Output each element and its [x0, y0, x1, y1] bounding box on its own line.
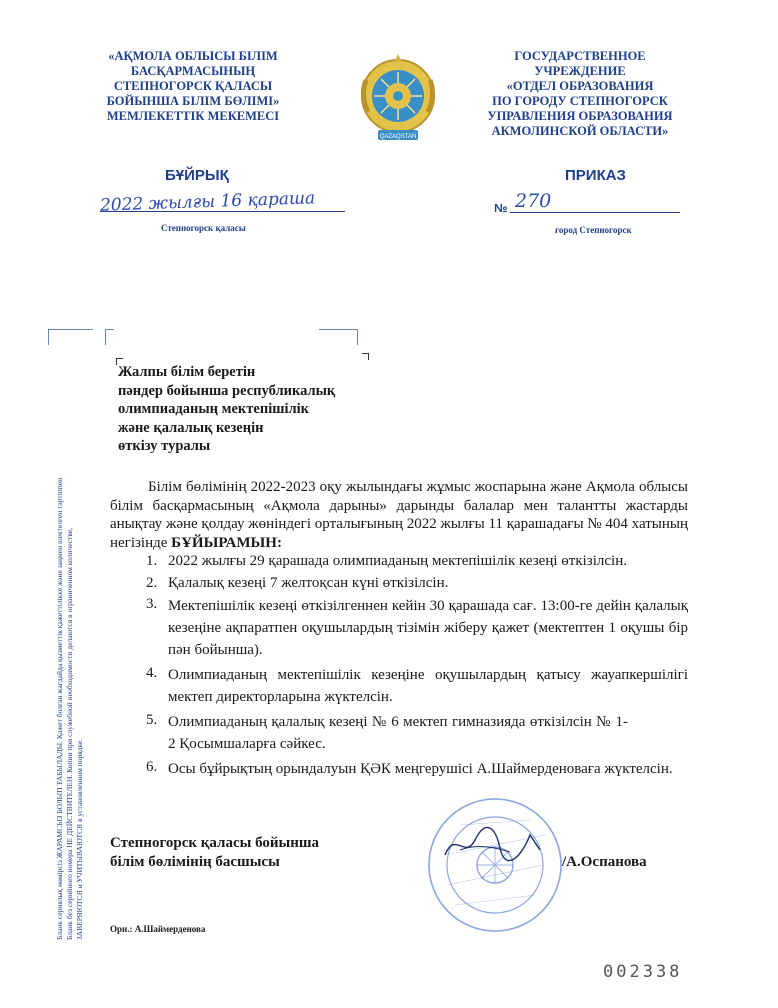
right-org-line: ГОСУДАРСТВЕННОЕ [514, 49, 646, 63]
item-number: 5. [146, 712, 158, 728]
right-org-line: ПО ГОРОДУ СТЕПНОГОРСК [492, 94, 668, 108]
right-org-line: УПРАВЛЕНИЯ ОБРАЗОВАНИЯ [487, 109, 673, 123]
doc-type-russian: ПРИКАЗ [565, 167, 626, 184]
item-text: Олимпиаданың мектепішілік кезеңіне оқушылардың қатысу жауапкершілігі мектеп директорларына жүктелсін. [168, 667, 688, 705]
vertical-line: Бланк сериялық нөмірсіз ЖАРАМСЫЗ БОЛЫП ТАБЫЛАДЫ. Қажет болған жағдайда қызметтік қажеттілікке және заңмен шектелген тәртіппен [55, 477, 64, 940]
vertical-line: ЗАВЕРЯЮТСЯ и УЧИТЫВАЮТСЯ в установленном порядке. [75, 738, 84, 940]
subject-line: өткізу туралы [118, 438, 211, 454]
body-paragraph [110, 478, 688, 552]
list-item [146, 595, 688, 661]
left-org-line: «АҚМОЛА ОБЛЫСЫ БІЛІМ [108, 49, 278, 63]
state-emblem [358, 50, 438, 146]
list-item [146, 758, 688, 780]
right-org-line: АКМОЛИНСКОЙ ОБЛАСТИ» [491, 124, 669, 138]
date-underline [100, 211, 345, 212]
signatory-title [110, 834, 319, 871]
corner-bracket [48, 329, 93, 345]
serial-number: 002338 [603, 962, 683, 982]
subject-line: Жалпы білім беретін [118, 364, 256, 380]
signatory-title-line: білім бөлімінің басшысы [110, 853, 280, 870]
executor-note: Орн.: А.Шаймерденова [110, 924, 206, 934]
doc-type-kazakh: БҰЙРЫҚ [165, 167, 229, 184]
right-org-line: «ОТДЕЛ ОБРАЗОВАНИЯ [506, 79, 654, 93]
order-subject [118, 363, 360, 456]
number-underline [510, 212, 680, 213]
order-word: БҰЙЫРАМЫН: [171, 534, 282, 551]
order-items [146, 552, 688, 783]
left-org-line: БАСҚАРМАСЫНЫҢ [130, 64, 256, 78]
handwritten-signature [440, 820, 550, 870]
list-item [146, 574, 688, 593]
corner-mark [362, 353, 369, 360]
corner-bracket [105, 329, 114, 345]
item-text: Қалалық кезеңі 7 желтоқсан күні өткізілсін. [168, 574, 449, 591]
number-prefix: № [494, 201, 508, 215]
left-org-line: СТЕПНОГОРСК ҚАЛАСЫ [113, 79, 273, 93]
left-org-line: МЕМЛЕКЕТТІК МЕКЕМЕСІ [106, 109, 280, 123]
item-number: 1. [146, 553, 158, 569]
list-item [146, 552, 688, 571]
corner-bracket [319, 329, 358, 345]
vertical-disclaimer [55, 400, 85, 940]
subject-line-text: олимпиаданың мектепішілік [118, 401, 310, 417]
emblem-banner: QAZAQSTAN [379, 134, 417, 140]
subject-line [118, 400, 360, 419]
vertical-line: Бланк без серийного номера НЕ ДЕЙСТВИТЕЛЕН. Копии при служебной необходимости делаются в ограниченном количестве, [65, 527, 74, 940]
item-number: 3. [146, 596, 158, 612]
item-text: Олимпиаданың қалалық кезеңі № 6 мектеп гимназияда өткізілсін № 1- 2 Қосымшаларға сәйкес. [168, 714, 628, 752]
right-org-name [462, 49, 698, 139]
item-number: 6. [146, 759, 158, 775]
handwritten-date: 2022 жылғы 16 қараша [99, 188, 316, 216]
handwritten-number: 270 [515, 190, 552, 212]
city-kazakh: Степногорск қаласы [161, 223, 246, 233]
left-org-name [88, 49, 298, 124]
item-text: Мектепішілік кезеңі өткізілгеннен кейін 30 қарашада сағ. 13:00-ге дейін қалалық кезеңіне ақпаратпен оқушылардың тізімін жіберу қажет (мектептен 1 оқушы бір пән бойынша). [168, 598, 688, 658]
item-number: 2. [146, 574, 158, 591]
list-item [146, 664, 688, 708]
signatory-title-line: Степногорск қаласы бойынша [110, 835, 320, 851]
right-org-line: УЧРЕЖДЕНИЕ [534, 64, 626, 78]
body-text: Білім бөлімінің 2022-2023 оқу жылындағы жұмыс жоспарына және Ақмола облысы білім басқармасының «Ақмола дарыны» дарынды балалар мен талантты жастарды анықтау және қолдау жөніндегі орталығының 2022 жылғы 11 қарашадағы № 404 хатының негізінде [110, 479, 688, 551]
subject-line: пәндер бойынша республикалық [118, 382, 336, 399]
city-russian: город Степногорск [555, 225, 632, 235]
item-text: 2022 жылғы 29 қарашада олимпиаданың мектепішілік кезеңі өткізілсін. [168, 553, 627, 569]
signatory-name: /А.Оспанова [562, 854, 647, 870]
list-item [146, 711, 688, 755]
item-text: Осы бұйрықтың орындалуын ҚӘК меңгерушісі А.Шаймерденоваға жүктелсін. [168, 761, 673, 777]
left-org-line: БОЙЫНША БІЛІМ БӨЛІМІ» [106, 94, 280, 108]
item-number: 4. [146, 665, 158, 681]
subject-line: және қалалық кезеңін [118, 419, 264, 436]
